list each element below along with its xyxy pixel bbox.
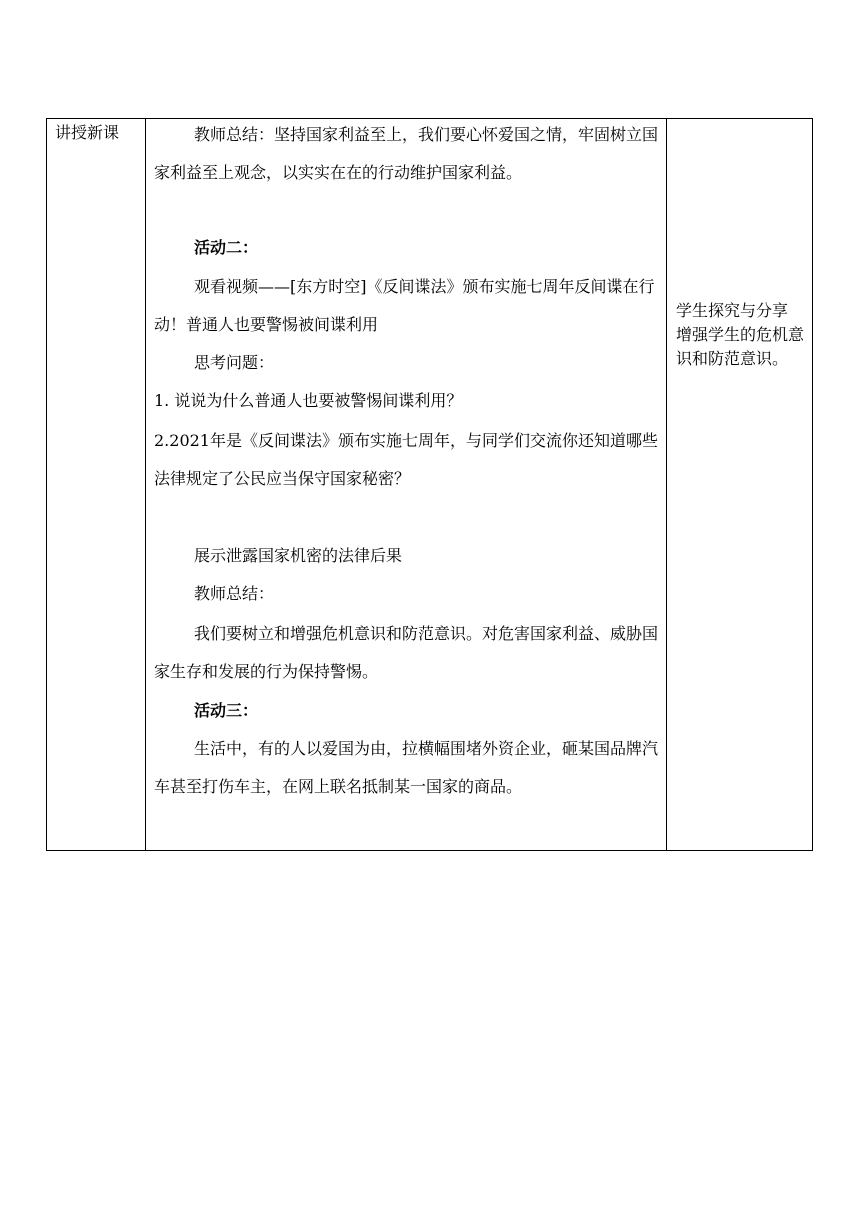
- question-2: 2.2021年是《反间谍法》颁布实施七周年，与同学们交流你还知道哪些法律规定了公民应当保守国家秘密？: [154, 431, 658, 488]
- notes-column: [667, 119, 812, 850]
- design-intent-notes: [676, 299, 806, 371]
- content-column: [146, 119, 667, 850]
- activity-2-title: 活动二：: [194, 238, 259, 257]
- activity-3-text: 生活中，有的人以爱国为由，拉横幅围堵外资企业，砸某国品牌汽车甚至打伤车主，在网上联名抵制某一国家的商品。: [154, 739, 659, 796]
- lesson-plan-table: [46, 118, 813, 851]
- teacher-summary-2-text: 我们要树立和增强危机意识和防范意识。对危害国家利益、威胁国家生存和发展的行为保持警惕。: [154, 624, 659, 681]
- question-1: 1. 说说为什么普通人也要被警惕间谍利用？: [154, 391, 463, 410]
- question-title: 思考问题：: [194, 353, 275, 372]
- legal-consequences-text: 展示泄露国家机密的法律后果: [194, 546, 403, 565]
- teacher-summary-2-title: 教师总结：: [194, 584, 275, 603]
- notes-line-2: 增强学生的危机意识和防范意识。: [676, 325, 805, 368]
- video-description: 观看视频——[东方时空]《反间谍法》颁布实施七周年反间谍在行动！普通人也要警惕被间谍利用: [154, 277, 655, 334]
- section-column: [47, 119, 146, 850]
- activity-3-title: 活动三：: [194, 701, 259, 720]
- notes-line-1: 学生探究与分享: [676, 301, 789, 320]
- teacher-summary-1: 教师总结：坚持国家利益至上，我们要心怀爱国之情，牢固树立国家利益至上观念，以实实在在的行动维护国家利益。: [154, 125, 659, 182]
- section-label: 讲授新课: [55, 123, 120, 142]
